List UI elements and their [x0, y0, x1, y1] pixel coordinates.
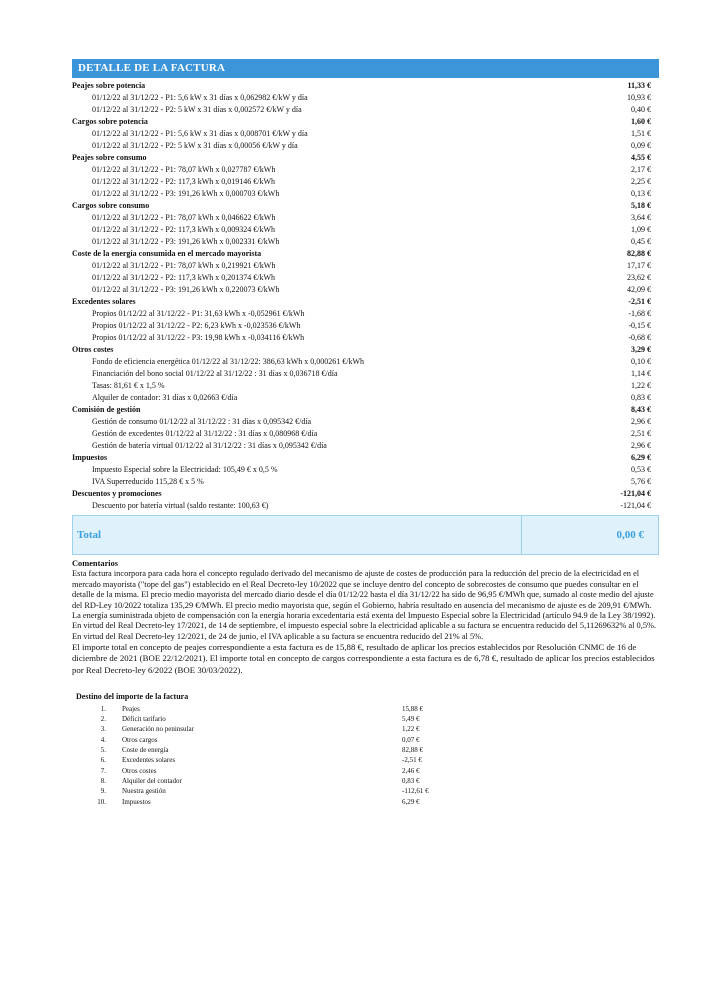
line-item-text: 01/12/22 al 31/12/22 - P3: 191,26 kWh x 0,000703 €/kWh: [92, 189, 280, 198]
line-item-text: 01/12/22 al 31/12/22 - P2: 117,3 kWh x 0,009324 €/kWh: [92, 225, 276, 234]
line-item: [72, 440, 659, 452]
section-title: Cargos sobre consumo: [72, 201, 150, 210]
line-item: [72, 260, 659, 272]
destino-number: 3.: [100, 725, 106, 734]
line-item: [72, 128, 659, 140]
line-item-text: Propios 01/12/22 al 31/12/22 - P2: 6,23 kWh x -0,023536 €/kWh: [92, 321, 301, 330]
section-header: [72, 404, 659, 416]
section-total: 1,60 €: [631, 117, 651, 126]
destino-number: 7.: [100, 766, 106, 775]
line-item: [72, 104, 659, 116]
line-item: [72, 380, 659, 392]
destino-row: [76, 755, 659, 765]
destino-value: 15,88 €: [402, 704, 423, 713]
line-item: [72, 272, 659, 284]
line-item: [72, 176, 659, 188]
destino-label: Otros costes: [122, 766, 157, 775]
destino-row: [76, 724, 659, 734]
destino-row: [76, 714, 659, 724]
line-item-text: Alquiler de contador: 31 días x 0,02663 €/día: [92, 393, 238, 402]
line-item-amount: 0,53 €: [631, 465, 651, 474]
line-item-amount: -0,15 €: [628, 321, 651, 330]
line-item: [72, 356, 659, 368]
line-item-amount: 5,76 €: [631, 477, 651, 486]
destino-label: Alquiler del contador: [122, 776, 182, 785]
destino-label: Déficit tarifario: [122, 715, 166, 724]
section-title: Impuestos: [72, 453, 108, 462]
destino-number: 6.: [100, 756, 106, 765]
destino-title: Destino del importe de la factura: [76, 691, 189, 701]
line-item-amount: 2,96 €: [631, 441, 651, 450]
line-item-amount: -1,68 €: [628, 309, 651, 318]
section-title: Peajes sobre consumo: [72, 153, 147, 162]
line-item: [72, 428, 659, 440]
line-item: [72, 164, 659, 176]
total-label: Total: [77, 529, 102, 541]
line-item-text: 01/12/22 al 31/12/22 - P3: 191,26 kWh x 0,220073 €/kWh: [92, 285, 280, 294]
section-total: 6,29 €: [631, 453, 651, 462]
section-total: 11,33 €: [627, 81, 651, 90]
line-item-text: Financiación del bono social 01/12/22 al 31/12/22 : 31 días x 0,036718 €/día: [92, 369, 338, 378]
section-title: Descuentos y promociones: [72, 489, 162, 498]
line-item: [72, 464, 659, 476]
destino-value: 6,29 €: [402, 797, 420, 806]
section-total: 4,55 €: [631, 153, 651, 162]
line-item-amount: 2,17 €: [631, 165, 651, 174]
section-total: -2,51 €: [628, 297, 651, 306]
destino-row: [76, 766, 659, 776]
section-header: [72, 344, 659, 356]
line-item-amount: 23,62 €: [627, 273, 651, 282]
detail-table: [72, 80, 659, 512]
line-item: [72, 416, 659, 428]
destino-value: 2,46 €: [402, 766, 420, 775]
line-item: [72, 476, 659, 488]
destino-value: -2,51 €: [402, 756, 422, 765]
line-item-amount: 10,93 €: [627, 93, 651, 102]
line-item-amount: 0,09 €: [631, 141, 651, 150]
destino-row: [76, 786, 659, 796]
destino-value: 1,22 €: [402, 725, 420, 734]
line-item: [72, 320, 659, 332]
line-item: [72, 332, 659, 344]
section-header: [72, 248, 659, 260]
section-header: [72, 152, 659, 164]
line-item-text: 01/12/22 al 31/12/22 - P2: 5 kW x 31 días x 0,002572 €/kW y día: [92, 105, 302, 114]
line-item-text: Propios 01/12/22 al 31/12/22 - P1: 31,63 kWh x -0,052961 €/kWh: [92, 309, 305, 318]
destino-row: [76, 704, 659, 714]
destino-value: 82,88 €: [402, 746, 423, 755]
destino-list: [76, 704, 659, 807]
line-item-text: Gestión de consumo 01/12/22 al 31/12/22 : 31 días x 0,095342 €/día: [92, 417, 312, 426]
line-item-amount: -121,04 €: [620, 501, 651, 510]
comments-section: [72, 559, 659, 676]
comments-title: Comentarios: [72, 559, 119, 568]
line-item-amount: 1,14 €: [631, 369, 651, 378]
section-title: Comisión de gestión: [72, 405, 141, 414]
comments-paragraph-2: El importe total en concepto de peajes correspondiente a esta factura es de 15,88 €, resultado de aplicar los precios establecidos por Resolución CNMC de 16 de diciembre de 2021 (BOE 22/12/2021). El importe total en concepto de cargos correspondiente a esta factura es de 6,78 €, resultado de aplicar los precios establecidos por Real Decreto-ley 6/2022 (BOE 30/03/2022).: [72, 642, 655, 675]
section-title: Coste de la energía consumida en el mercado mayorista: [72, 249, 262, 258]
section-total: 82,88 €: [627, 249, 651, 258]
section-header: [72, 200, 659, 212]
section-header: [72, 452, 659, 464]
line-item-amount: 1,51 €: [631, 129, 651, 138]
section-title: Excedentes solares: [72, 297, 136, 306]
destino-number: 1.: [100, 704, 106, 713]
line-item-text: IVA Superreducido 115,28 € x 5 %: [92, 477, 204, 486]
detail-banner: DETALLE DE LA FACTURA: [72, 59, 659, 78]
line-item-amount: 1,22 €: [631, 381, 651, 390]
line-item: [72, 392, 659, 404]
destino-label: Excedentes solares: [122, 756, 176, 765]
section-total: 3,29 €: [631, 345, 651, 354]
line-item-amount: -0,68 €: [628, 333, 651, 342]
line-item-text: Descuento por batería virtual (saldo restante: 100,63 €): [92, 501, 269, 510]
line-item-text: Tasas: 81,61 € x 1,5 %: [92, 381, 165, 390]
line-item-amount: 42,09 €: [627, 285, 651, 294]
line-item: [72, 140, 659, 152]
section-header: [72, 296, 659, 308]
line-item: [72, 284, 659, 296]
destino-value: 0,83 €: [402, 776, 420, 785]
line-item-amount: 0,83 €: [631, 393, 651, 402]
line-item-text: 01/12/22 al 31/12/22 - P2: 5 kW x 31 días x 0,00056 €/kW y día: [92, 141, 298, 150]
destino-row: [76, 797, 659, 807]
invoice-detail-page: [72, 59, 659, 807]
line-item: [72, 308, 659, 320]
line-item-text: 01/12/22 al 31/12/22 - P2: 117,3 kWh x 0,019146 €/kWh: [92, 177, 276, 186]
line-item-text: 01/12/22 al 31/12/22 - P1: 5,6 kW x 31 días x 0,062982 €/kW y día: [92, 93, 308, 102]
section-title: Otros costes: [72, 345, 114, 354]
total-row: [72, 515, 659, 555]
line-item-text: 01/12/22 al 31/12/22 - P1: 5,6 kW x 31 días x 0,008701 €/kW y día: [92, 129, 308, 138]
section-header: [72, 116, 659, 128]
line-item-amount: 17,17 €: [627, 261, 651, 270]
destino-label: Coste de energía: [122, 746, 169, 755]
destino-number: 5.: [100, 746, 106, 755]
line-item: [72, 212, 659, 224]
section-title: Cargos sobre potencia: [72, 117, 148, 126]
line-item-text: 01/12/22 al 31/12/22 - P1: 78,07 kWh x 0,046622 €/kWh: [92, 213, 276, 222]
line-item: [72, 224, 659, 236]
line-item-text: Gestión de batería virtual 01/12/22 al 31/12/22 : 31 días x 0,095342 €/día: [92, 441, 327, 450]
section-total: 8,43 €: [631, 405, 651, 414]
destino-section: [76, 692, 659, 807]
destino-label: Generación no peninsular: [122, 725, 194, 734]
destino-number: 10.: [97, 797, 106, 806]
destino-label: Impuestos: [122, 797, 151, 806]
destino-value: 0,07 €: [402, 735, 420, 744]
line-item: [72, 368, 659, 380]
line-item: [72, 500, 659, 512]
line-item-text: 01/12/22 al 31/12/22 - P1: 78,07 kWh x 0,027787 €/kWh: [92, 165, 276, 174]
line-item-amount: 1,09 €: [631, 225, 651, 234]
section-total: -121,04 €: [620, 489, 651, 498]
line-item-text: 01/12/22 al 31/12/22 - P3: 191,26 kWh x 0,002331 €/kWh: [92, 237, 280, 246]
line-item-amount: 0,13 €: [631, 189, 651, 198]
line-item: [72, 236, 659, 248]
section-total: 5,18 €: [631, 201, 651, 210]
destino-row: [76, 735, 659, 745]
line-item-amount: 3,64 €: [631, 213, 651, 222]
total-value: 0,00 €: [521, 516, 658, 554]
destino-number: 2.: [100, 715, 106, 724]
section-header: [72, 488, 659, 500]
section-title: Peajes sobre potencia: [72, 81, 146, 90]
destino-value: -112,61 €: [402, 787, 429, 796]
line-item-text: Gestión de excedentes 01/12/22 al 31/12/22 : 31 días x 0,080968 €/día: [92, 429, 318, 438]
destino-number: 9.: [100, 787, 106, 796]
destino-label: Otros cargos: [122, 735, 158, 744]
line-item-text: Fondo de eficiencia energética 01/12/22 al 31/12/22: 386,63 kWh x 0,000261 €/kWh: [92, 357, 365, 366]
line-item-text: Impuesto Especial sobre la Electricidad: 105,49 € x 0,5 %: [92, 465, 278, 474]
destino-value: 5,49 €: [402, 715, 420, 724]
line-item-amount: 2,96 €: [631, 417, 651, 426]
line-item-amount: 0,10 €: [631, 357, 651, 366]
line-item-amount: 0,45 €: [631, 237, 651, 246]
destino-label: Peajes: [122, 704, 140, 713]
line-item-text: 01/12/22 al 31/12/22 - P2: 117,3 kWh x 0,201374 €/kWh: [92, 273, 276, 282]
destino-number: 8.: [100, 776, 106, 785]
destino-row: [76, 745, 659, 755]
line-item: [72, 92, 659, 104]
destino-number: 4.: [100, 735, 106, 744]
line-item-amount: 0,40 €: [631, 105, 651, 114]
line-item: [72, 188, 659, 200]
line-item-amount: 2,51 €: [631, 429, 651, 438]
destino-row: [76, 776, 659, 786]
line-item-text: 01/12/22 al 31/12/22 - P1: 78,07 kWh x 0,219921 €/kWh: [92, 261, 276, 270]
section-header: [72, 80, 659, 92]
destino-label: Nuestra gestión: [122, 787, 166, 796]
line-item-amount: 2,25 €: [631, 177, 651, 186]
line-item-text: Propios 01/12/22 al 31/12/22 - P3: 19,98 kWh x -0,034116 €/kWh: [92, 333, 305, 342]
comments-paragraph-1: Esta factura incorpora para cada hora el concepto regulado derivado del mecanismo de ajuste de costes de producción para la reducción del precio de la electricidad en el mercado mayorista ("tope del gas") establecido en el Real Decreto-ley 10/2022 que se incluye dentro del concepto de sobrecostes de consumo que puedes consultar en el detalle de la misma. El precio medio mayorista del mercado diario desde el día 01/12/22 hasta el día 31/12/22 ha sido de 96,95 €/MWh que, sumado al coste medio del ajuste del RD-Ley 10/2022 totaliza 135,29 €/MWh. El precio medio mayorista que, según el Gobierno, habría resultado en ausencia del mecanismo de ajuste es de 209,91 €/MWh. La energía suministrada objeto de compensación con la energía horaria excedentaria está exenta del Impuesto Especial sobre la Electricidad (artículo 94.9 de la Ley 38/1992). En virtud del Real Decreto-ley 17/2021, de 14 de septiembre, el impuesto especial sobre la electricidad aplicable a su factura se encuentra reducido del 5,11269632% al 0,5%. En virtud del Real Decreto-ley 12/2021, de 24 de junio, el IVA aplicable a su factura se encuentra reducido del 21% al 5%.: [72, 569, 657, 641]
